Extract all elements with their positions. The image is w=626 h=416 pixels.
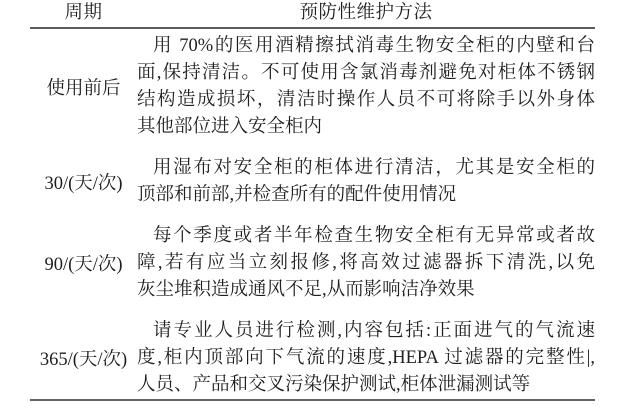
period-cell: 365/(天/次)	[39, 350, 128, 371]
table-body	[30, 29, 595, 399]
method-text-line: 度,柜内顶部向下气流的速度,HEPA 过滤器的完整性|,	[137, 347, 595, 368]
method-text-line: 人员、产品和交叉污染保护测试,柜体泄漏测试等	[137, 374, 531, 395]
table-row-90-days	[30, 223, 595, 304]
method-text-line: 灰尘堆积造成通风不足,从而影响洁净效果	[137, 279, 475, 300]
method-text-line: 用 70%的医用酒精擦拭消毒生物安全柜的内壁和台	[153, 35, 595, 56]
method-text-line: 面,保持清洁。不可使用含氯消毒剂避免对柜体不锈钢	[137, 62, 595, 83]
method-text-line: 障,若有应当立刻报修,将高效过滤器拆下清洗,以免	[137, 252, 595, 273]
bottom-rule	[30, 399, 595, 402]
method-cell	[137, 318, 595, 399]
method-cell	[137, 33, 595, 141]
method-text-line: 顶部和前部,并检查所有的配件使用情况	[137, 184, 457, 205]
method-text-line: 用湿布对安全柜的柜体进行清洁，尤其是安全柜的	[153, 157, 595, 178]
table-header-row	[30, 0, 595, 27]
method-text-line: 请专业人员进行检测,内容包括:正面进气的气流速	[153, 320, 595, 341]
method-cell	[137, 223, 595, 304]
maintenance-table	[30, 0, 595, 401]
period-cell: 90/(天/次)	[44, 255, 123, 276]
period-cell: 30/(天/次)	[44, 173, 123, 194]
table-row-365-days	[30, 318, 595, 399]
method-text-line: 结构造成损坏，清洁时操作人员不可将除手以外身体	[137, 89, 595, 110]
table-row-30-days	[30, 155, 595, 209]
period-cell: 使用前后	[46, 78, 121, 99]
method-text-line: 其他部位进入安全柜内	[137, 116, 323, 137]
method-cell	[137, 155, 595, 209]
column-header-period: 周期	[64, 3, 103, 23]
method-text-line: 每个季度或者半年检查生物安全柜有无异常或者故	[153, 225, 595, 246]
column-header-method: 预防性维护方法	[299, 3, 433, 23]
table-row-before-after-use	[30, 33, 595, 141]
